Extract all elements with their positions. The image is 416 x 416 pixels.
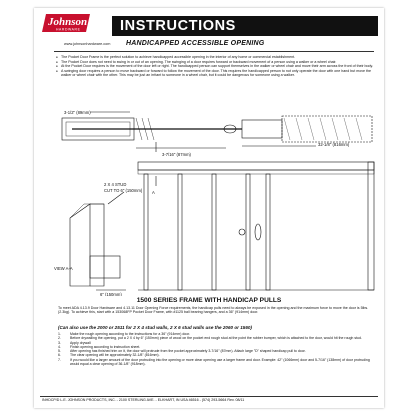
list-item: ● The Pocket Door Frame is the perfect solution to achieve handicapped accessible opening in the interior of any home or commercial establishment. bbox=[56, 55, 376, 60]
stud-block-front bbox=[90, 204, 104, 286]
plan-jamb-right bbox=[242, 120, 282, 138]
instructions-banner: INSTRUCTIONS bbox=[112, 16, 378, 36]
step-number: 4. bbox=[58, 344, 61, 349]
instruction-sheet bbox=[34, 8, 384, 408]
list-item bbox=[58, 336, 376, 340]
step-text: Make the rough opening according to the instructions for a 36" (914mm) door. bbox=[70, 332, 191, 336]
step-text: Apply drywall bbox=[70, 340, 91, 345]
intro-bullet-list bbox=[56, 55, 376, 78]
stud-cut-piece bbox=[90, 256, 120, 278]
plan-wall-right bbox=[282, 116, 372, 142]
instruction-steps bbox=[58, 332, 376, 366]
dim-label-right: 32-1/8" (816mm) bbox=[318, 142, 350, 147]
frame-paragraph: To meet ADA 4.13.9 Door Hardware and 4.13.11 Door Opening Force requirements, the handicap pulls need to always be exposed in the opening and the maximum force to move the door is 5lbs. (2.3kg). To achieve this, start with a 153068FP Pocket Door Frame, with #1125 ball bearing hangers, and a 36" (914mm) door. bbox=[58, 306, 369, 315]
johnson-logo bbox=[42, 12, 94, 34]
step-number: 3. bbox=[58, 340, 61, 345]
list-item: ● A swinging door requires a person to move backward or forward to follow the movement of the door. This requires the handicapped person to not only operate the door with one hand but move the walker or wheel chair with the other. This may be just an irritant to someone in a wheel chair, but it could be dangerous for someone using a walker. bbox=[56, 69, 376, 78]
dim-label-bottom-left: 3-7/16" (87mm) bbox=[162, 152, 191, 157]
step-number: 5. bbox=[58, 349, 61, 354]
header-divider bbox=[54, 51, 374, 52]
plan-wall-hatch bbox=[284, 118, 362, 140]
elevation-track bbox=[138, 170, 374, 174]
dim-label-top-left: 3-1/2" (89mm) bbox=[64, 110, 91, 115]
list-item: ● At the Pocket Door requires is the movement of the door left or right. The handicapped person can support themselves in the walker or wheel chair and move their arm across the front of their body. bbox=[56, 64, 376, 69]
section-marker: A bbox=[152, 190, 155, 195]
logo-subtext: HARDWARE bbox=[56, 27, 81, 32]
elevation-stud-4 bbox=[246, 174, 250, 290]
elevation-stud-3 bbox=[212, 174, 216, 290]
list-item bbox=[58, 358, 376, 367]
elevation-stud-2 bbox=[178, 174, 182, 290]
step-number: 1. bbox=[58, 332, 61, 336]
dim-label-six: 6" (150mm) bbox=[100, 292, 122, 296]
elevation-door-edge bbox=[266, 174, 270, 290]
footer-text: INHDCP/D L.E. JOHNSON PRODUCTS, INC. - 2100 STERLING AVE. - ELKHART, IN USA 46516 - (574) 293-5664 Rev. 08/11 bbox=[42, 398, 245, 402]
website-link[interactable]: www.johnsonhardware.com bbox=[64, 42, 111, 46]
elevation-handicap-pull bbox=[255, 224, 261, 240]
step-number: 7. bbox=[58, 357, 61, 362]
step-text: The clear opening will be approximately 32-1/8" (816mm). bbox=[70, 353, 160, 358]
step-text: If you would like a larger amount of the door protruding into the opening or more clear opening use a larger frame and door. Example: 42" (1066mm) door and 5-7/16" (138mm) of door protruding would equal a clear opening of 36-1/8" (918mm). bbox=[70, 357, 370, 367]
logo-text: Johnson bbox=[48, 16, 88, 28]
frame-alternate-note: (Can also use the 2000 or 2511 for 2 X 4 stud walls, 2 X 6 stud walls use the 2060 or 1560) bbox=[58, 325, 252, 330]
stud-callout-line-2: CUT TO 6" (150mm) bbox=[104, 188, 143, 193]
step-text: After opening has finished trim on it, the door will protrude from the pocket approximately 3-7/16" (87mm). Attach large "D" shaped handicap pull to door. bbox=[70, 349, 306, 354]
elevation-header bbox=[138, 162, 374, 170]
technical-drawing bbox=[52, 106, 378, 296]
elevation-jamb bbox=[368, 162, 374, 290]
stud-callout-leader bbox=[108, 192, 124, 204]
frame-section-title: 1500 SERIES FRAME WITH HANDICAP PULLS bbox=[136, 297, 282, 304]
stud-block-side bbox=[70, 204, 90, 286]
view-label: VIEW A-A bbox=[54, 266, 73, 271]
step-text: Before drywalling the opening, put a 2 X 4 by 6" (150mm) piece of wood on the pocket end rough stud at the point the rubber bumper, which is attached to the door, would hit the rough stud. bbox=[70, 336, 362, 341]
elevation-stud-1 bbox=[144, 174, 148, 290]
step-number: 6. bbox=[58, 353, 61, 358]
page-subtitle: HANDICAPPED ACCESSIBLE OPENING bbox=[126, 40, 265, 47]
footer-divider bbox=[40, 396, 378, 397]
elevation-bumper bbox=[239, 229, 245, 235]
list-item: ● The Pocket Door does not need to swing in or out of an opening. The swinging of a door requires forward or backward movement of a person using a walker or a wheel chair. bbox=[56, 60, 376, 65]
step-number: 2. bbox=[58, 336, 61, 341]
stud-callout-line-1: 2 X 4 STUD bbox=[104, 182, 127, 187]
step-text: Finish opening according to instruction sheet. bbox=[70, 344, 141, 349]
